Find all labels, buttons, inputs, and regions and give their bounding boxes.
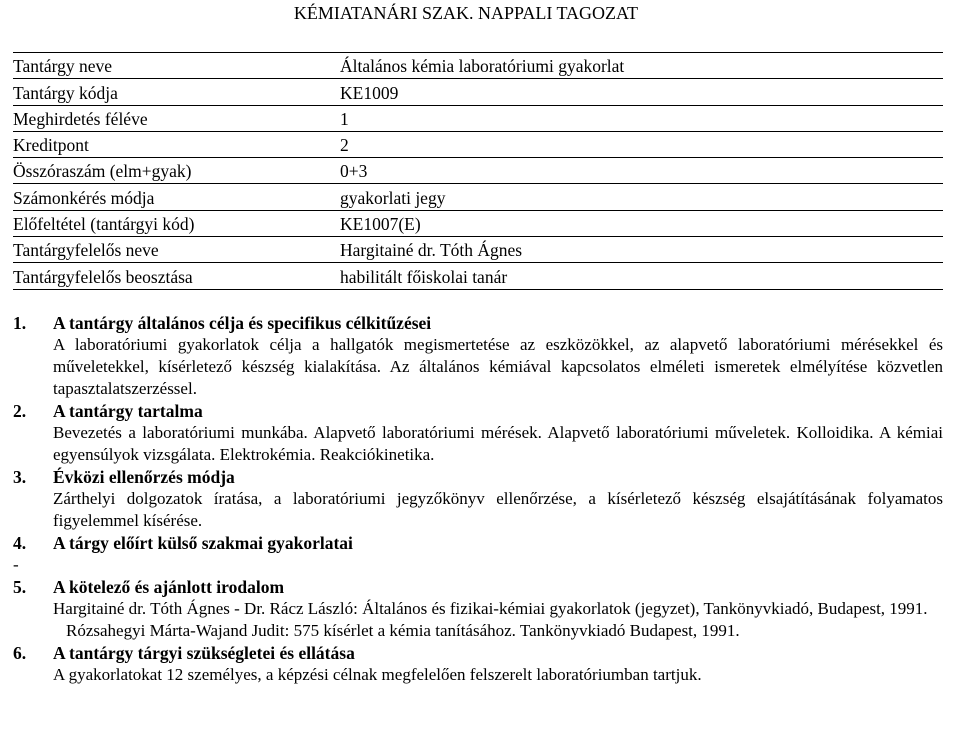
section-title: A tárgy előírt külső szakmai gyakorlatai [53,533,353,553]
row-label: Tantárgyfelelős neve [13,237,340,263]
section-text: A laboratóriumi gyakorlatok célja a hallgatók megismertetése az eszközökkel, az alapvető laboratóriumi mérésekkel és műveletekkel, kísérletező készség kialakítása. Az általános kémiával kapcsolatos elméleti ismeretek elmélyítése közvetlen tapasztalatszerzéssel. [53,335,943,398]
table-row [13,79,943,105]
row-label: Tantárgy kódja [13,79,340,105]
row-value: 1 [340,105,943,131]
row-label: Kreditpont [13,131,340,157]
row-label: Összóraszám (elm+gyak) [13,158,340,184]
row-value: KE1007(E) [340,210,943,236]
section-title: A tantárgy általános célja és specifikus célkitűzései [53,313,432,333]
section-text: - [13,555,19,574]
course-sections [13,312,943,686]
section-title: A kötelező és ajánlott irodalom [53,577,285,597]
section-objectives [13,312,943,400]
reference-item: Hargitainé dr. Tóth Ágnes - Dr. Rácz László: Általános és fizikai-kémiai gyakorlatok (jegyzet), Tankönyvkiadó, Budapest, 1991. [53,599,928,618]
reference-item: Rózsahegyi Márta-Wajand Judit: 575 kísérlet a kémia tanításához. Tankönyvkiadó Budapest, 1991. [66,621,740,640]
section-requirements [13,642,943,686]
row-value: KE1009 [340,79,943,105]
section-text: Bevezetés a laboratóriumi munkába. Alapvető laboratóriumi mérések. Alapvető laboratóriumi műveletek. Kolloidika. A kémiai egyensúlyok vizsgálata. Elektrokémia. Reakciókinetika. [53,423,943,464]
section-content [13,400,943,466]
section-number: 4. [13,533,27,553]
section-number: 3. [13,467,27,487]
row-label: Számonkérés módja [13,184,340,210]
row-value: Hargitainé dr. Tóth Ágnes [340,237,943,263]
row-label: Tantárgy neve [13,53,340,79]
section-assessment [13,466,943,532]
section-number: 2. [13,401,27,421]
course-info-table [13,52,943,290]
section-number: 5. [13,577,27,597]
row-value: Általános kémia laboratóriumi gyakorlat [340,53,943,79]
section-title: A tantárgy tárgyi szükségletei és ellátása [53,643,355,663]
row-label: Tantárgyfelelős beosztása [13,263,340,289]
section-text: Zárthelyi dolgozatok íratása, a laboratóriumi jegyzőkönyv ellenőrzése, a kísérletező készség elsajátításának folyamatos figyelemmel kísérése. [53,489,943,530]
section-text: A gyakorlatokat 12 személyes, a képzési célnak megfelelően felszerelt laboratóriumban tartjuk. [53,665,702,684]
table-row [13,105,943,131]
table-row [13,210,943,236]
row-value: habilitált főiskolai tanár [340,263,943,289]
table-row [13,263,943,289]
section-title: A tantárgy tartalma [53,401,203,421]
section-number: 1. [13,313,27,333]
section-title: Évközi ellenőrzés módja [53,467,235,487]
section-literature [13,576,943,642]
table-row [13,158,943,184]
row-value: 2 [340,131,943,157]
page-title: KÉMIATANÁRI SZAK. NAPPALI TAGOZAT [293,3,639,23]
table-row [13,237,943,263]
row-label: Előfeltétel (tantárgyi kód) [13,210,340,236]
table-row [13,131,943,157]
row-value: 0+3 [340,158,943,184]
row-value: gyakorlati jegy [340,184,943,210]
table-row [13,184,943,210]
section-number: 6. [13,643,27,663]
table-row [13,53,943,79]
section-practice [13,532,943,576]
row-label: Meghirdetés féléve [13,105,340,131]
